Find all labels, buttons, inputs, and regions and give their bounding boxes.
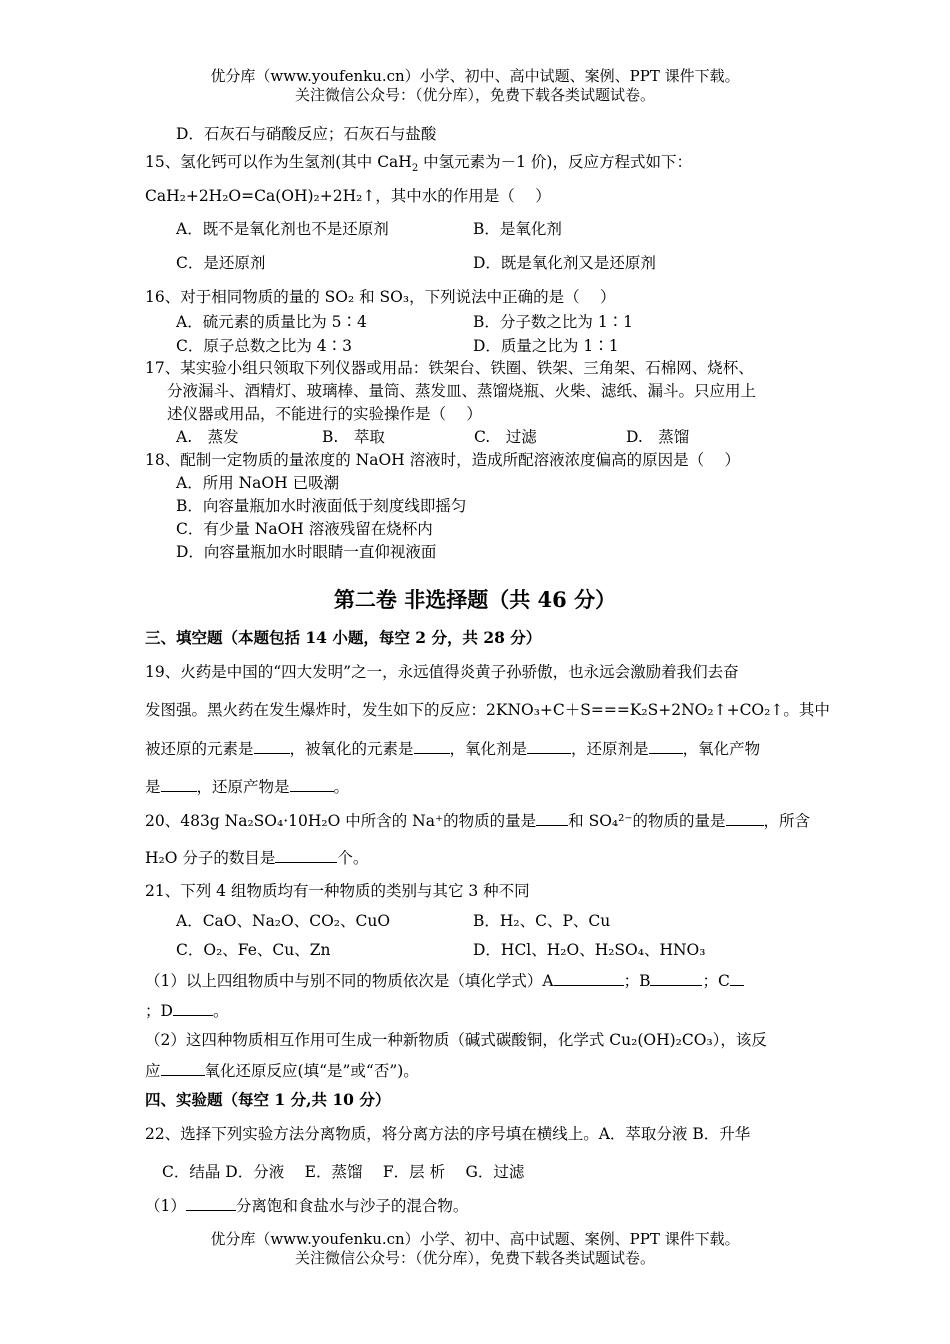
- q18-option-a: A．所用 NaOH 已吸潮: [176, 474, 340, 492]
- footer-line-2: 关注微信公众号：（优分库），免费下载各类试题试卷。: [294, 1249, 655, 1267]
- header-line-1: 优分库（www.youfenku.cn）小学、初中、高中试题、案例、PPT 课件下载。: [210, 67, 740, 85]
- q19-line-1: 19、火药是中国的“四大发明”之一，永远值得炎黄子孙骄傲，也永远会激励着我们去奋: [145, 663, 739, 681]
- q21-blank-a[interactable]: [554, 970, 624, 986]
- q17-option-d: D. 蒸馏: [626, 428, 690, 446]
- q21-part1-cont: ；D 。: [145, 1002, 229, 1020]
- header-line-2: 关注微信公众号：（优分库），免费下载各类试题试卷。: [294, 86, 655, 104]
- q19-blank-oxidized-element[interactable]: [414, 738, 450, 754]
- q15-equation: CaH₂+2H₂O=Ca(OH)₂+2H₂↑，其中水的作用是（ ）: [145, 187, 551, 205]
- q19-blank-reduction-product[interactable]: [290, 776, 334, 792]
- section3-title: 三、填空题（本题包括 14 小题，每空 2 分，共 28 分）: [145, 628, 542, 647]
- q16-stem: 16、对于相同物质的量的 SO₂ 和 SO₃，下列说法中正确的是（ ）: [145, 288, 616, 306]
- q20-blank-h2o-count[interactable]: [275, 847, 337, 863]
- q19-line-3: 被还原的元素是 ，被氧化的元素是 ，氧化剂是 ，还原剂是 ，氧化产物: [145, 740, 761, 758]
- q17-line-1: 17、某实验小组只领取下列仪器或用品：铁架台、铁圈、铁架、三角架、石棉网、烧杯、: [145, 359, 754, 377]
- q17-option-b: B. 萃取: [322, 428, 385, 446]
- q16-option-c: C．原子总数之比为 4∶3: [176, 337, 353, 355]
- q21-stem: 21、下列 4 组物质均有一种物质的类别与其它 3 种不同: [145, 882, 530, 900]
- q19-line-2: 发图强。黑火药在发生爆炸时，发生如下的反应：2KNO₃+C＋S===K₂S+2NO₂↑+CO₂↑。其中: [145, 701, 830, 719]
- q21-blank-redox[interactable]: [161, 1060, 205, 1076]
- q21-option-a: A．CaO、Na₂O、CO₂、CuO: [176, 912, 391, 930]
- q17-option-c: C. 过滤: [474, 428, 537, 446]
- q19-blank-oxidation-product[interactable]: [161, 776, 197, 792]
- q18-option-c: C．有少量 NaOH 溶液残留在烧杯内: [176, 520, 433, 538]
- part2-title: 第二卷 非选择题（共 46 分）: [333, 587, 617, 612]
- q18-option-d: D．向容量瓶加水时眼睛一直仰视液面: [176, 543, 437, 561]
- q20-line-1: 20、483g Na₂SO₄·10H₂O 中所含的 Na⁺的物质的量是 和 SO₄²⁻的物质的量是 ，所含: [145, 812, 811, 830]
- q19-blank-reduced-element[interactable]: [254, 738, 290, 754]
- q20-blank-so4-amount[interactable]: [726, 810, 764, 826]
- q15-option-d: D．既是氧化剂又是还原剂: [473, 254, 656, 272]
- q16-option-b: B．分子数之比为 1∶1: [473, 313, 634, 331]
- q21-option-c: C．O₂、Fe、Cu、Zn: [176, 941, 331, 959]
- q19-blank-reductant[interactable]: [649, 738, 683, 754]
- q22-methods: C．结晶 D．分液 E．蒸馏 F．层 析 G．过滤: [162, 1163, 525, 1181]
- q18-stem: 18、配制一定物质的量浓度的 NaOH 溶液时，造成所配溶液浓度偏高的原因是（ ）: [145, 451, 741, 469]
- q21-part2-line-1: （2）这四种物质相互作用可生成一种新物质（碱式碳酸铜，化学式 Cu₂(OH)₂CO₃），该反: [145, 1031, 767, 1049]
- section4-title: 四、实验题（每空 1 分,共 10 分）: [145, 1090, 391, 1109]
- q19-blank-oxidant[interactable]: [527, 738, 571, 754]
- q21-option-d: D．HCl、H₂O、H₂SO₄、HNO₃: [473, 941, 706, 959]
- footer-line-1: 优分库（www.youfenku.cn）小学、初中、高中试题、案例、PPT 课件下载。: [210, 1230, 740, 1248]
- q14-option-d: D．石灰石与硝酸反应；石灰石与盐酸: [176, 125, 437, 143]
- q21-option-b: B．H₂、C、P、Cu: [473, 912, 611, 930]
- q15-option-a: A．既不是氧化剂也不是还原剂: [176, 220, 389, 238]
- q17-option-a: A. 蒸发: [176, 428, 239, 446]
- q21-part2-line-2: 应 氧化还原反应(填“是”或“否”)。: [145, 1062, 419, 1080]
- q17-line-3: 述仪器或用品，不能进行的实验操作是（ ）: [167, 405, 482, 423]
- q21-blank-c-start[interactable]: [730, 970, 744, 986]
- q15-stem: 15、氢化钙可以作为生氢剂(其中 CaH$_2$ 中氢元素为－1 价)，反应方程式如下：: [145, 153, 692, 175]
- q17-line-2: 分液漏斗、酒精灯、玻璃棒、量筒、蒸发皿、蒸馏烧瓶、火柴、滤纸、漏斗。只应用上: [167, 382, 757, 400]
- q21-blank-b[interactable]: [650, 970, 702, 986]
- q18-option-b: B．向容量瓶加水时液面低于刻度线即摇匀: [176, 497, 467, 515]
- q21-part1: （1）以上四组物质中与别不同的物质依次是（填化学式）A ；B ；C: [145, 970, 744, 991]
- q15-option-c: C．是还原剂: [176, 254, 266, 272]
- q22-sub1: （1） 分离饱和食盐水与沙子的混合物。: [145, 1197, 469, 1215]
- q20-line-2: H₂O 分子的数目是 个。: [145, 849, 369, 867]
- q20-blank-na-amount[interactable]: [536, 810, 568, 826]
- q19-line-4: 是 ，还原产物是 。: [145, 778, 350, 796]
- q21-blank-d[interactable]: [173, 1000, 213, 1016]
- q22-blank-1[interactable]: [186, 1195, 236, 1211]
- q16-option-d: D．质量之比为 1∶1: [473, 337, 619, 355]
- q16-option-a: A．硫元素的质量比为 5∶4: [176, 313, 367, 331]
- q22-line-1: 22、选择下列实验方法分离物质，将分离方法的序号填在横线上。A．萃取分液 B．升华: [145, 1125, 751, 1143]
- q15-option-b: B．是氧化剂: [473, 220, 562, 238]
